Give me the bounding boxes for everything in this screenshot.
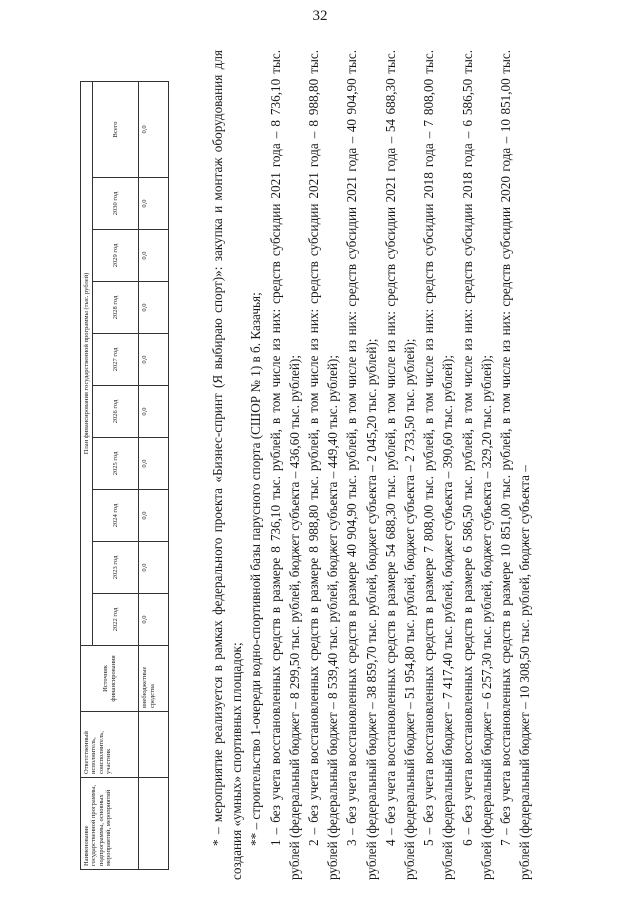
cell-value: 0,0 <box>139 490 169 542</box>
footnote-item: 4 – без учета восстановленных средств в размере 54 688,30 тыс. рублей, в том числе из них: средств субсидии 2021 года – 54 688,30 тыс. рублей (федеральный бюджет – 51 954,80 тыс. рублей, бюджет субъекта – 2 733,50 тыс. рублей); <box>382 50 418 880</box>
header-name: Наименование государственной программы, подпрограммы, основных мероприятий, мероприятий <box>81 778 139 870</box>
cell-value: 0,0 <box>139 438 169 490</box>
footnotes <box>208 50 534 880</box>
page-number: 32 <box>312 8 328 24</box>
header-year: 2026 год <box>93 386 139 438</box>
cell-responsible <box>139 712 169 778</box>
table-row <box>139 81 169 869</box>
footnote-item: 6 – без учета восстановленных средств в размере 6 586,50 тыс. рублей, в том числе из них: средств субсидии 2018 года – 6 586,50 тыс. рублей (федеральный бюджет – 6 257,30 тыс. рублей, бюджет субъекта – 329,20 тыс. рублей); <box>459 50 494 880</box>
footnote-item: 2 – без учета восстановленных средств в размере 8 988,80 тыс. рублей, в том числе из них: средств субсидии 2021 года – 8 988,80 тыс. рублей (федеральный бюджет – 8 539,40 тыс. рублей, бюджет субъекта – 449,40 тыс. рублей); <box>306 50 341 880</box>
cell-value: 0,0 <box>139 542 169 594</box>
budget-table <box>80 81 169 870</box>
header-total: Всего <box>93 81 139 177</box>
header-year: 2029 год <box>93 230 139 282</box>
cell-value: 0,0 <box>139 178 169 230</box>
header-year: 2028 год <box>93 282 139 334</box>
cell-value: 0,0 <box>139 334 169 386</box>
rotated-page-content <box>80 50 625 880</box>
header-year: 2022 год <box>93 594 139 646</box>
cell-value: 0,0 <box>139 230 169 282</box>
cell-value: 0,0 <box>139 386 169 438</box>
footnote-star-1: * – мероприятие реализуется в рамках федерального проекта «Бизнес-спринт (Я выбираю спорт)»: закупка и монтаж оборудования для создания «умных» спортивных площадок; <box>210 50 245 880</box>
cell-value: 0,0 <box>139 282 169 334</box>
cell-name <box>139 778 169 870</box>
header-year: 2024 год <box>93 490 139 542</box>
footnote-item: 3 – без учета восстановленных средств в размере 40 904,90 тыс. рублей, в том числе из них: средств субсидии 2021 года – 40 904,90 тыс. рублей (федеральный бюджет – 38 859,70 тыс. рублей, бюджет субъекта – 2 045,20 тыс. рублей); <box>344 50 379 880</box>
cell-total: 0,0 <box>139 81 169 177</box>
footnote-star-2: ** – строительство 1-очереди водно-спортивной базы парусного спорта (СШОР № 1) в б. Казачья; <box>248 292 264 846</box>
footnote-item: 7 – без учета восстановленных средств в размере 10 851,00 тыс. рублей, в том числе из них: средств субсидии 2020 года – 10 851,00 тыс. рублей (федеральный бюджет – 10 308,50 тыс. рублей, бюджет субъекта – <box>498 50 533 880</box>
footnote-item: 5 – без учета восстановленных средств в размере 7 808,00 тыс. рублей, в том числе из них: средств субсидии 2018 года – 7 808,00 тыс. рублей (федеральный бюджет – 7 417,40 тыс. рублей, бюджет субъекта – 390,60 тыс. рублей); <box>421 50 456 880</box>
header-year: 2023 год <box>93 542 139 594</box>
cell-source: внебюджетные средства <box>139 646 169 712</box>
header-responsible: Ответственный исполнитель, соисполнитель, участник <box>81 712 139 778</box>
footnote-item: 1 – без учета восстановленных средств в размере 8 736,10 тыс. рублей, в том числе из них: средств субсидии 2021 года – 8 736,10 тыс. рублей (федеральный бюджет – 8 299,50 тыс. рублей, бюджет субъекта – 436,60 тыс. рублей); <box>267 50 302 880</box>
header-year: 2027 год <box>93 334 139 386</box>
header-year: 2030 год <box>93 178 139 230</box>
header-year: 2025 год <box>93 438 139 490</box>
header-plan: План финансирования государственной программы (тыс. рублей) <box>81 81 93 645</box>
header-source: Источник финансирования <box>81 646 139 712</box>
table-header-row-1 <box>81 81 93 869</box>
budget-table-wrapper <box>80 121 169 870</box>
cell-value: 0,0 <box>139 594 169 646</box>
